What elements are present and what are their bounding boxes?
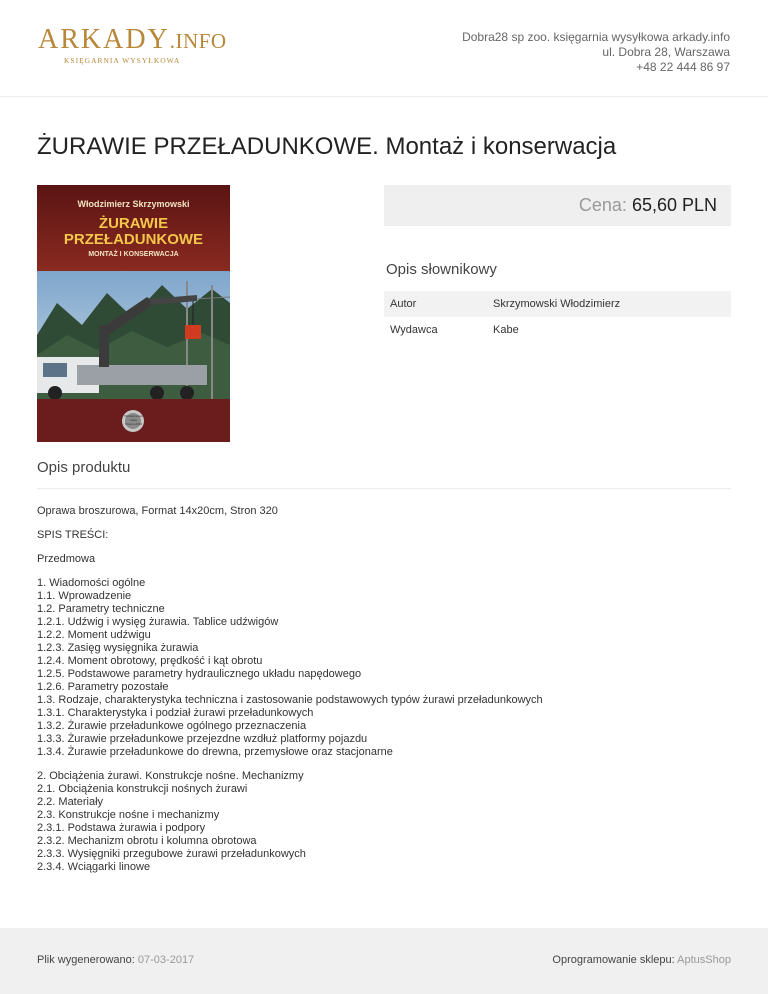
logo-wordmark: ARKADY.INFO bbox=[38, 24, 227, 55]
shop-address: ul. Dobra 28, Warszawa bbox=[602, 45, 730, 59]
cover-author: Włodzimierz Skrzymowski bbox=[77, 199, 190, 209]
cover-publisher-line: Wydawnictwo bbox=[124, 414, 143, 418]
product-price bbox=[579, 195, 717, 216]
table-row bbox=[384, 291, 731, 317]
generated-date: 07-03-2017 bbox=[137, 954, 195, 966]
price-value: 65,60 PLN bbox=[631, 195, 717, 215]
description-line: 2.3.4. Wciągarki linowe bbox=[37, 861, 151, 873]
description-line: 1.2.1. Udźwig i wysięg żurawia. Tablice udźwigów bbox=[37, 616, 279, 628]
dictionary-table bbox=[384, 291, 731, 343]
product-title: ŻURAWIE PRZEŁADUNKOWE. Montaż i konserwacja bbox=[37, 133, 617, 160]
description-line: 1.3. Rodzaje, charakterystyka techniczna i zastosowanie podstawowych typów żurawi przeładunkowych bbox=[37, 694, 543, 706]
shop-name: Dobra28 sp zoo. księgarnia wysyłkowa arkady.info bbox=[462, 30, 730, 44]
book-cover-image bbox=[37, 185, 230, 442]
software-info bbox=[552, 954, 731, 966]
divider bbox=[37, 488, 731, 489]
description-heading: Opis produktu bbox=[37, 459, 131, 476]
description-line: 2.1. Obciążenia konstrukcji nośnych żurawi bbox=[37, 783, 248, 795]
logo-tagline: KSIĘGARNIA WYSYŁKOWA bbox=[64, 56, 181, 65]
description-line: 1.2. Parametry techniczne bbox=[37, 603, 165, 615]
price-label: Cena: bbox=[578, 195, 627, 215]
description-line: 1.3.4. Żurawie przeładunkowe do drewna, przemysłowe oraz stacjonarne bbox=[37, 746, 393, 758]
shop-phone: +48 22 444 86 97 bbox=[636, 60, 730, 74]
description-line: 1.1. Wprowadzenie bbox=[37, 590, 132, 602]
description-line: 1.2.4. Moment obrotowy, prędkość i kąt obrotu bbox=[37, 655, 263, 667]
page-footer bbox=[0, 928, 768, 994]
description-line: 1.2.2. Moment udźwigu bbox=[37, 629, 151, 641]
dictionary-heading: Opis słownikowy bbox=[386, 261, 497, 278]
description-line: 2.3.3. Wysięgniki przegubowe żurawi przeładunkowych bbox=[37, 848, 306, 860]
cover-publisher-text bbox=[37, 414, 230, 426]
cover-subtitle: MONTAŻ I KONSERWACJA bbox=[88, 251, 179, 258]
price-box bbox=[384, 185, 731, 226]
paragraph-gap bbox=[37, 542, 737, 553]
software-link[interactable]: AptusShop bbox=[677, 954, 731, 966]
description-line: 2.3.1. Podstawa żurawia i podpory bbox=[37, 822, 206, 834]
software-label: Oprogramowanie sklepu: bbox=[552, 954, 675, 966]
cover-publisher-line: Kabe bbox=[129, 418, 137, 422]
description-line: 2.2. Materiały bbox=[37, 796, 104, 808]
cover-title-line-2: PRZEŁADUNKOWE bbox=[63, 231, 204, 248]
description-line: Oprawa broszurowa, Format 14x20cm, Stron 320 bbox=[37, 505, 278, 517]
dictionary-key: Wydawca bbox=[390, 324, 438, 336]
generated-label: Plik wygenerowano: bbox=[37, 954, 135, 966]
description-line: 2.3.2. Mechanizm obrotu i kolumna obrotowa bbox=[37, 835, 257, 847]
paragraph-gap bbox=[37, 566, 737, 577]
dictionary-value: Kabe bbox=[493, 324, 519, 336]
description-line: Przedmowa bbox=[37, 553, 96, 565]
description-line: 1.2.5. Podstawowe parametry hydraulicznego układu napędowego bbox=[37, 668, 362, 680]
description-line: SPIS TREŚCI: bbox=[37, 529, 109, 541]
arkady-logo[interactable] bbox=[38, 26, 227, 65]
description-line: 1.2.6. Parametry pozostałe bbox=[37, 681, 169, 693]
description-line: 1.3.1. Charakterystyka i podział żurawi przeładunkowych bbox=[37, 707, 314, 719]
description-line: 1. Wiadomości ogólne bbox=[37, 577, 146, 589]
table-row bbox=[384, 317, 731, 343]
cover-title-line-1: ŻURAWIE bbox=[98, 215, 169, 232]
cover-publisher-line: Krosno 2010 bbox=[124, 422, 142, 426]
page-header bbox=[0, 0, 768, 97]
description-line: 1.3.3. Żurawie przeładunkowe przejezdne wzdłuż platformy pojazdu bbox=[37, 733, 368, 745]
generated-info bbox=[37, 954, 194, 966]
paragraph-gap bbox=[37, 759, 737, 770]
product-description bbox=[37, 505, 737, 874]
description-line: 2. Obciążenia żurawi. Konstrukcje nośne. Mechanizmy bbox=[37, 770, 304, 782]
shop-contact-info bbox=[462, 30, 730, 75]
description-line: 1.2.3. Zasięg wysięgnika żurawia bbox=[37, 642, 199, 654]
paragraph-gap bbox=[37, 518, 737, 529]
dictionary-value: Skrzymowski Włodzimierz bbox=[487, 291, 731, 317]
description-line: 2.3. Konstrukcje nośne i mechanizmy bbox=[37, 809, 220, 821]
dictionary-key: Autor bbox=[384, 291, 487, 317]
description-line: 1.3.2. Żurawie przeładunkowe ogólnego przeznaczenia bbox=[37, 720, 307, 732]
